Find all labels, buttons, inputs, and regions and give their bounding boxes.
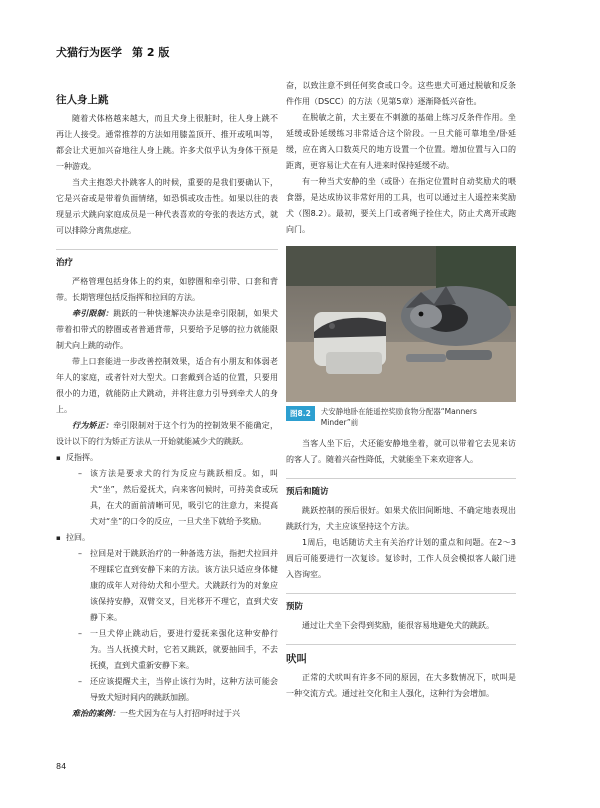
paragraph: 通过让犬坐下会得到奖励，能很容易地避免犬的跳跃。 bbox=[302, 621, 494, 630]
paragraph: 难治的案例：一些犬因为在与人打招呼时过于兴 bbox=[72, 709, 240, 718]
section-divider bbox=[286, 593, 516, 594]
paragraph: 带上口套能进一步改善控制效果，适合有小朋友和体弱老年人的家庭，或者针对大型犬。口套戴到合适的位置，只要用很小的力道，就能防止犬跳动，并将注意力引导到牵犬人的身上。 bbox=[56, 357, 278, 414]
dash-list bbox=[66, 546, 278, 706]
paragraph: 当犬主抱怨犬扑跳客人的时候，重要的是我们要确认下，它是兴奋或是带着负面情绪，如恐惧或攻击性。如果以往的表现显示犬跳向家庭成员是一种代表喜欢的夸张的表达方式，就可以排除分离焦虑症。 bbox=[56, 178, 278, 235]
figure-photo bbox=[286, 246, 516, 402]
dash-list bbox=[66, 466, 278, 530]
subsection-title-treatment: 治疗 bbox=[56, 258, 74, 268]
dash-item: – 拉回是对于跳跃治疗的一种备选方法，指把犬拉回并不理睬它直到安静下来的方法。该方法只适应身体健康的成年人对待幼犬和小型犬。犬跳跃行为的对象应该保持安静，双臂交叉，目光移开不理它，直到犬安静下来。 bbox=[78, 546, 278, 626]
paragraph: 在脱敏之前，犬主要在不刺激的基础上练习反条件作用。坐延缓或卧延缓练习非常适合这个阶段。一旦犬能可靠地坐/卧延缓，应在离入口数英尺的地方设置一个位置。增加位置与入口的距离，更容易让犬在有人进来时保持延缓不动。 bbox=[286, 113, 516, 170]
dash-item: – 还应该提醒犬主，当停止该行为时，这种方法可能会导致犬短时间内的跳跃加剧。 bbox=[78, 674, 278, 706]
subsection-title-prevention: 预防 bbox=[286, 602, 304, 612]
paragraph: 当客人坐下后，犬还能安静地坐着，就可以带着它去见来访的客人了。随着兴奋性降低，犬就能坐下来欢迎客人。 bbox=[286, 439, 516, 464]
section-title-jumping: 往人身上跳 bbox=[56, 94, 109, 106]
edition: 第 2 版 bbox=[132, 46, 170, 59]
paragraph: 正常的犬吠叫有许多不同的原因，在大多数情况下，吠叫是一种交流方式。通过社交化和主人强化，这种行为会增加。 bbox=[286, 673, 516, 698]
paragraph: 行为矫正：牵引限制对于这个行为的控制效果不能确定，设计以下的行为矫正方法从一开始就能减少犬的跳跃。 bbox=[56, 421, 278, 446]
subsection-title-prognosis: 预后和随访 bbox=[286, 487, 329, 497]
caption-text: 犬安静地卧在能遥控奖励食物分配器“Manners Minder”前 bbox=[320, 407, 477, 427]
dash-item: – 一旦犬停止跳动后，要进行爱抚来强化这种安静行为。当人抚摸犬时，它若又跳跃，就要抽回手，不去抚摸，直到犬重新安静下来。 bbox=[78, 626, 278, 674]
paragraph: 跳跃控制的预后很好。如果犬依旧间断地、不确定地表现出跳跃行为，犬主应该坚持这个方法。 bbox=[286, 506, 516, 531]
bullet-item: ▪ 拉回。 – 拉回是对于跳跃治疗的一种备选方法，指把犬拉回并不理睬它直到安静下来的方法。该方法只适应身体健康的成年人对待幼犬和小型犬。犬跳跃行为的对象应该保持安静，双臂交叉，目光移开不理它，直到犬安静下来。 – 一旦犬停止跳动后，要进行爱抚来强化这种安静行为。当人抚摸犬时，它若又跳跃，就要抽回手，不去抚摸，直到犬重新安静下来。 – 还应该提醒犬主，当停止该行为时，这种方法可能会导致犬短时间内的跳跃加剧。 bbox=[56, 530, 278, 706]
bullet-list bbox=[56, 450, 278, 706]
paragraph: 1周后，电话随访犬主有关治疗计划的重点和问题。在2～3周后可能要进行一次复诊。复诊时，工作人员会模拟客人敲门进入咨询室。 bbox=[286, 538, 516, 579]
figure-caption bbox=[286, 406, 516, 428]
book-title: 犬猫行为医学 bbox=[56, 46, 122, 59]
section-divider bbox=[286, 644, 516, 645]
dash-item: – 该方法是要求犬的行为反应与跳跃相反。如，叫犬“坐”，然后爱抚犬，向来客问候时，可持美食或玩具，在犬的面前清晰可见，吸引它的注意力，来提高犬对“坐”的口令的反应，一旦犬坐下就给予奖励。 bbox=[78, 466, 278, 530]
dog-feeder-photo bbox=[286, 246, 516, 402]
run-in-heading: 难治的案例： bbox=[72, 709, 120, 718]
paragraph: 牵引限制：跳跃的一种快速解决办法是牵引限制，如果犬带着扣带式的脖圈或者普通背带，只要给予足够的拉力就能限制犬向上跳的动作。 bbox=[56, 309, 278, 350]
run-in-heading: 行为矫正： bbox=[72, 421, 114, 430]
paragraph: 严格管理包括身体上的约束，如脖圈和牵引带、口套和背带。长期管理包括反指挥和拉回的方法。 bbox=[56, 277, 278, 302]
right-column bbox=[286, 78, 516, 702]
paragraph: 有一种当犬安静的坐（或卧）在指定位置时自动奖励犬的喂食器，是达成协议非常好用的工具，也可以通过主人遥控来奖励犬（图8.2）。最初，要关上门或者绳子拴住犬，防止犬离开或跑向门。 bbox=[286, 177, 516, 234]
run-in-heading: 牵引限制： bbox=[72, 309, 114, 318]
left-column bbox=[56, 92, 278, 722]
running-header bbox=[56, 44, 169, 60]
page-number: 84 bbox=[56, 762, 67, 771]
section-divider bbox=[56, 249, 278, 250]
figure-label: 图8.2 bbox=[286, 406, 315, 421]
bullet-item: ▪ 反指挥。 – 该方法是要求犬的行为反应与跳跃相反。如，叫犬“坐”，然后爱抚犬，向来客问候时，可持美食或玩具，在犬的面前清晰可见，吸引它的注意力，来提高犬对“坐”的口令的反应，一旦犬坐下就给予奖励。 bbox=[56, 450, 278, 530]
section-title-barking: 吠叫 bbox=[286, 653, 307, 665]
paragraph: 奋，以致注意不到任何奖食或口令。这些患犬可通过脱敏和反条件作用（DSCC）的方法（见第5章）逐渐降低兴奋性。 bbox=[286, 81, 516, 106]
section-divider bbox=[286, 478, 516, 479]
paragraph: 随着犬体格越来越大，而且犬身上很脏时，往人身上跳不再让人接受。通常推荐的方法如用膝盖顶开、推开或吼叫等，都会让犬更加兴奋地往人身上跳。许多犬似乎认为身体干预是一种游戏。 bbox=[56, 114, 278, 171]
